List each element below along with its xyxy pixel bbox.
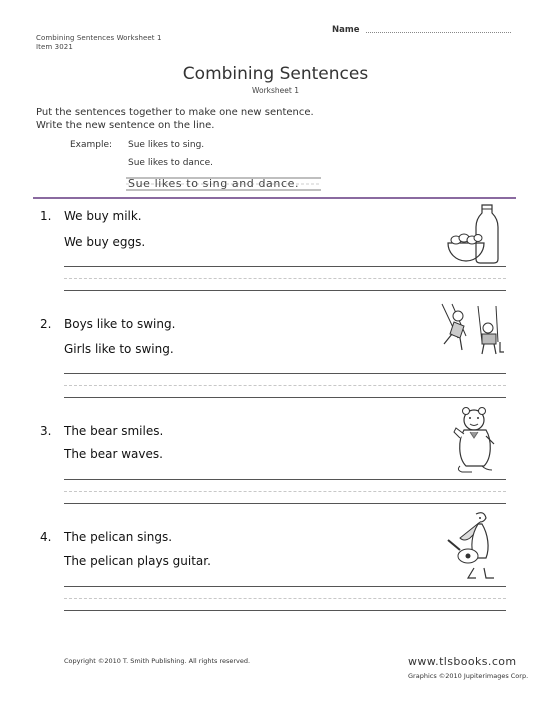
exercise-4-writing-line[interactable] bbox=[64, 586, 506, 587]
exercise-1-guide-line bbox=[64, 278, 506, 279]
item-number: Item 3021 bbox=[36, 43, 73, 51]
exercise-2-sentence-2: Girls like to swing. bbox=[64, 342, 174, 356]
exercise-3-writing-line[interactable] bbox=[64, 479, 506, 480]
exercise-3-guide-line bbox=[64, 491, 506, 492]
graphics-credit: Graphics ©2010 Jupiterimages Corp. bbox=[408, 672, 529, 680]
example-sentence-2: Sue likes to dance. bbox=[128, 158, 213, 168]
exercise-1-sentence-2: We buy eggs. bbox=[64, 235, 146, 249]
exercise-1-sentence-1: We buy milk. bbox=[64, 209, 142, 223]
exercise-3-sentence-2: The bear waves. bbox=[64, 447, 163, 461]
name-label: Name bbox=[332, 25, 360, 35]
exercise-4-sentence-2: The pelican plays guitar. bbox=[64, 554, 211, 568]
exercise-2-guide-line bbox=[64, 385, 506, 386]
exercise-4-writing-line[interactable] bbox=[64, 610, 506, 611]
exercise-1-writing-line[interactable] bbox=[64, 266, 506, 267]
exercise-1-number: 1. bbox=[40, 209, 52, 223]
exercise-2-writing-line[interactable] bbox=[64, 397, 506, 398]
kids-swinging-icon bbox=[438, 302, 508, 360]
waving-bear-icon bbox=[452, 406, 502, 474]
instruction-line-2: Write the new sentence on the line. bbox=[36, 120, 215, 131]
exercise-3-number: 3. bbox=[40, 424, 52, 438]
example-sentence-1: Sue likes to sing. bbox=[128, 140, 205, 150]
worksheet-label: Combining Sentences Worksheet 1 bbox=[36, 34, 162, 42]
exercise-2-writing-line[interactable] bbox=[64, 373, 506, 374]
website-link[interactable]: www.tlsbooks.com bbox=[408, 655, 517, 668]
copyright-notice: Copyright ©2010 T. Smith Publishing. All rights reserved. bbox=[64, 657, 251, 665]
instruction-line-1: Put the sentences together to make one new sentence. bbox=[36, 107, 314, 118]
example-answer: Sue likes to sing and dance. bbox=[128, 177, 300, 190]
page-subtitle: Worksheet 1 bbox=[252, 86, 299, 95]
milk-and-eggs-icon bbox=[444, 201, 500, 265]
exercise-4-sentence-1: The pelican sings. bbox=[64, 530, 173, 544]
exercise-2-number: 2. bbox=[40, 317, 52, 331]
pelican-guitar-icon bbox=[446, 510, 502, 582]
exercise-3-sentence-1: The bear smiles. bbox=[64, 424, 164, 438]
exercise-4-number: 4. bbox=[40, 530, 52, 544]
name-field-line[interactable] bbox=[366, 32, 511, 33]
page-title: Combining Sentences bbox=[182, 64, 369, 84]
section-divider bbox=[33, 197, 516, 199]
exercise-1-writing-line[interactable] bbox=[64, 290, 506, 291]
example-label: Example: bbox=[70, 140, 113, 150]
exercise-2-sentence-1: Boys like to swing. bbox=[64, 317, 176, 331]
exercise-3-writing-line[interactable] bbox=[64, 503, 506, 504]
exercise-4-guide-line bbox=[64, 598, 506, 599]
